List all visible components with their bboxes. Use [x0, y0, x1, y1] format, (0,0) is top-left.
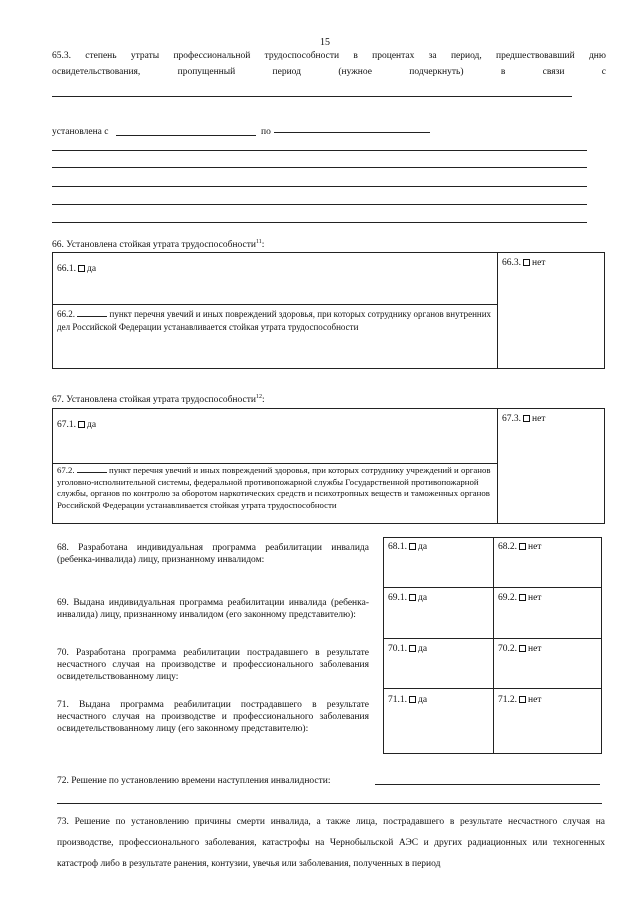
option-label: 70.2.: [498, 644, 517, 654]
item-67-2-text: [57, 465, 493, 511]
option-label: 71.1.: [388, 695, 407, 705]
option-71-2[interactable]: [498, 694, 541, 706]
item-67-heading: 67. Установлена стойкая утрата трудоспособности$^{12}$:: [52, 394, 265, 406]
option-69-1[interactable]: [388, 592, 427, 604]
footnote-ref: 11: [255, 239, 262, 245]
table-divider: [497, 408, 498, 524]
option-label: 66.1.: [57, 264, 76, 274]
checkbox-icon[interactable]: [519, 594, 526, 601]
established-from-label: установлена с: [52, 127, 109, 137]
option-text: нет: [528, 593, 542, 603]
to-label: по: [261, 127, 271, 137]
item-71-text: 71. Выдана программа реабилитации пострадавшего в результате несчастного случая на производстве и профессионального заболевания освидетельствованному лицу (его законному представителю):: [57, 700, 369, 734]
fill-line[interactable]: [52, 167, 587, 168]
table-divider: [493, 537, 494, 754]
blank-field[interactable]: [77, 472, 107, 473]
option-70-1[interactable]: [388, 643, 427, 655]
option-67-1[interactable]: [57, 419, 96, 431]
checkbox-icon[interactable]: [523, 259, 530, 266]
blank-field[interactable]: [77, 316, 107, 317]
checkbox-icon[interactable]: [409, 645, 416, 652]
option-text: да: [418, 644, 428, 654]
option-text: да: [418, 542, 428, 552]
item-65-3-line1: 65.3. степень утраты профессиональной трудоспособности в процентах за период, предшествовавший дню: [52, 51, 606, 61]
checkbox-icon[interactable]: [519, 543, 526, 550]
table-divider: [383, 587, 602, 588]
checkbox-icon[interactable]: [78, 421, 85, 428]
item-70-text: 70. Разработана программа реабилитации пострадавшего в результате несчастного случая на производстве и профессионального заболевания освидетельствованному лицу:: [57, 648, 369, 682]
table-divider: [52, 304, 497, 305]
item-66-2-text: [57, 308, 493, 334]
checkbox-icon[interactable]: [409, 594, 416, 601]
option-text: нет: [532, 414, 546, 424]
fill-line[interactable]: [52, 222, 587, 223]
item-text: пункт перечня увечий и иных повреждений здоровья, при которых сотруднику учреждений и органов уголовно-исполнительной системы, федеральной противопожарной службы Государственной противопожарной службы, органов по контролю за оборотом наркотических средств и психотропных веществ и таможенных органов Российской Федерации устанавливается стойкая утрата трудоспособности: [57, 465, 491, 510]
option-label: 66.3.: [502, 258, 521, 268]
table-divider: [383, 638, 602, 639]
item-66-heading-text: 66. Установлена стойкая утрата трудоспособности: [52, 240, 256, 251]
item-label: 66.2.: [57, 309, 75, 319]
fill-line[interactable]: [52, 186, 587, 187]
option-text: да: [87, 420, 97, 430]
option-66-1[interactable]: [57, 263, 96, 275]
footnote-ref: 12: [255, 394, 262, 400]
item-69-text: 69. Выдана индивидуальная программа реабилитации инвалида (ребенка-инвалида) лицу, признанному инвалидом (его законному представителю):: [57, 598, 369, 620]
date-to-field[interactable]: [274, 132, 430, 133]
option-68-2[interactable]: [498, 541, 541, 553]
item-label: 67.2.: [57, 465, 75, 475]
option-label: 67.3.: [502, 414, 521, 424]
item-65-3-line2: освидетельствования, пропущенный период (нужное подчеркнуть) в связи с: [52, 67, 606, 77]
checkbox-icon[interactable]: [78, 265, 85, 272]
item-68-text: 68. Разработана индивидуальная программа реабилитации инвалида (ребенка-инвалида) лицу, признанному инвалидом:: [57, 543, 369, 565]
option-69-2[interactable]: [498, 592, 541, 604]
table-divider: [52, 463, 497, 464]
option-label: 68.1.: [388, 542, 407, 552]
option-text: нет: [528, 644, 542, 654]
item-72-label: 72. Решение по установлению времени наступления инвалидности:: [57, 776, 331, 786]
fill-line[interactable]: [57, 803, 602, 804]
checkbox-icon[interactable]: [519, 696, 526, 703]
option-text: да: [87, 264, 97, 274]
option-68-1[interactable]: [388, 541, 427, 553]
item-67-heading-text: 67. Установлена стойкая утрата трудоспособности: [52, 395, 256, 406]
option-text: да: [418, 593, 428, 603]
option-label: 70.1.: [388, 644, 407, 654]
item-text: пункт перечня увечий и иных повреждений здоровья, при которых сотруднику органов внутренних дел Российской Федерации устанавливается стойкая утрата трудоспособности: [57, 309, 492, 332]
option-66-3[interactable]: [502, 257, 545, 269]
item-66-heading: 66. Установлена стойкая утрата трудоспособности$^{11}$:: [52, 239, 265, 251]
fill-line[interactable]: [52, 96, 572, 97]
option-71-1[interactable]: [388, 694, 427, 706]
table-divider: [383, 688, 602, 689]
checkbox-icon[interactable]: [519, 645, 526, 652]
option-text: нет: [532, 258, 546, 268]
table-divider: [497, 252, 498, 369]
checkbox-icon[interactable]: [523, 415, 530, 422]
fill-line[interactable]: [52, 150, 587, 151]
page-number: 15: [320, 37, 330, 48]
checkbox-icon[interactable]: [409, 696, 416, 703]
option-70-2[interactable]: [498, 643, 541, 655]
checkbox-icon[interactable]: [409, 543, 416, 550]
option-label: 67.1.: [57, 420, 76, 430]
option-label: 68.2.: [498, 542, 517, 552]
option-text: да: [418, 695, 428, 705]
item-72-field[interactable]: [375, 784, 600, 785]
option-67-3[interactable]: [502, 413, 545, 425]
fill-line[interactable]: [52, 204, 587, 205]
date-from-field[interactable]: [116, 135, 256, 136]
item-73-text: 73. Решение по установлению причины смерти инвалида, а также лица, пострадавшего в результате несчастного случая на производстве, профессионального заболевания, катастрофы на Чернобыльской АЭС и других радиационных или техногенных катастроф либо в результате ранения, контузии, увечья или заболевания, полученных в период: [57, 817, 605, 869]
option-label: 69.1.: [388, 593, 407, 603]
option-text: нет: [528, 695, 542, 705]
option-label: 71.2.: [498, 695, 517, 705]
option-text: нет: [528, 542, 542, 552]
option-label: 69.2.: [498, 593, 517, 603]
